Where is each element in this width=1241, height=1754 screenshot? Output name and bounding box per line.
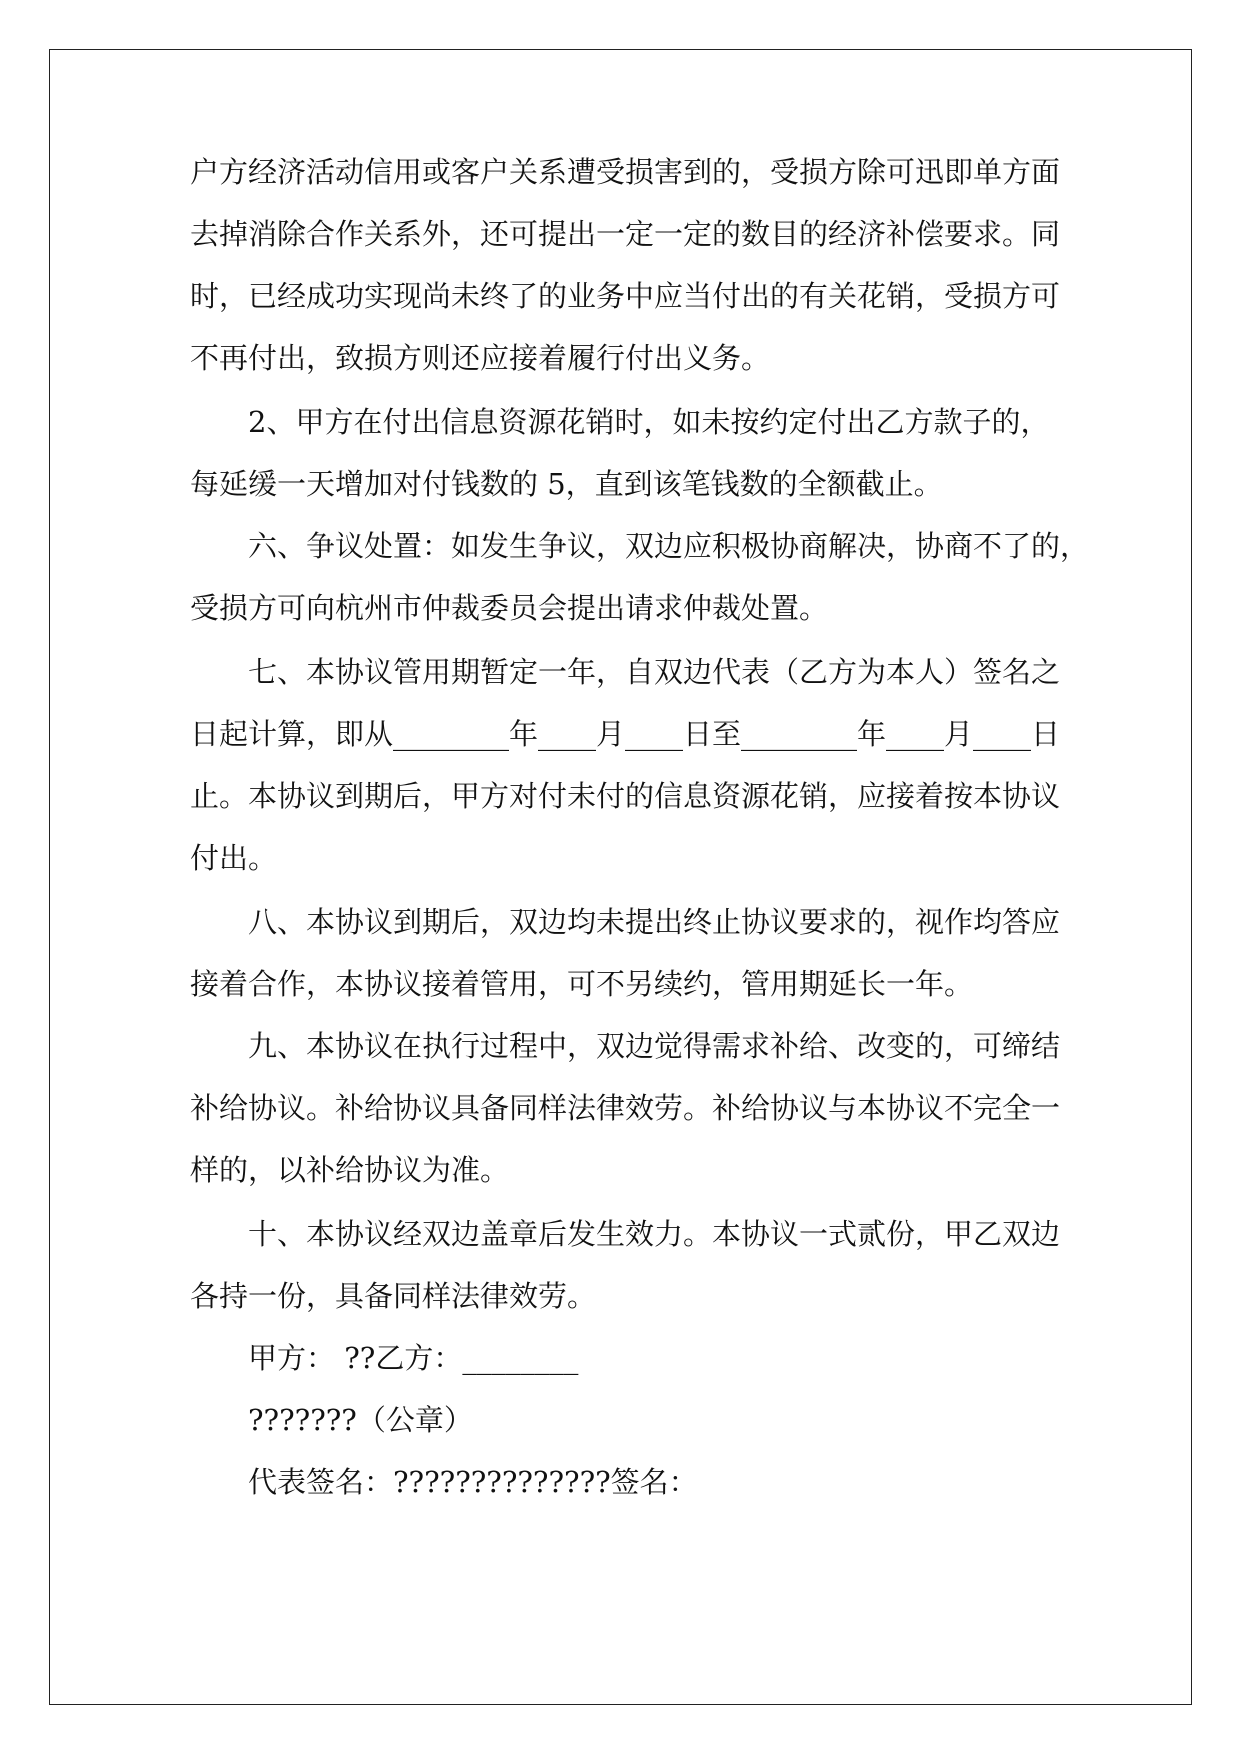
text-line: 六、争议处置：如发生争议，双边应积极协商解决，协商不了的，	[248, 529, 1090, 563]
text-line: 补给协议。补给协议具备同样法律效劳。补给协议与本协议不完全一	[190, 1091, 1061, 1125]
text-line: 付出。	[190, 841, 278, 875]
text-line: 止。本协议到期后，甲方对付未付的信息资源花销，应接着按本协议	[190, 779, 1061, 813]
text-line: 八、本协议到期后，双边均未提出终止协议要求的，视作均答应	[248, 905, 1061, 939]
official-seal-line: ???????（公章）	[248, 1403, 473, 1437]
text-line: 2、甲方在付出信息资源花销时，如未按约定付出乙方款子的，	[248, 405, 1050, 439]
text-line: 户方经济活动信用或客户关系遭受损害到的，受损方除可迅即单方面	[190, 155, 1061, 189]
text-line: 九、本协议在执行过程中，双边觉得需求补给、改变的，可缔结	[248, 1029, 1061, 1063]
text-line: 各持一份，具备同样法律效劳。	[190, 1279, 597, 1313]
text-line: 七、本协议管用期暂定一年，自双边代表（乙方为本人）签名之	[248, 655, 1061, 689]
signature-party-line: 甲方： ??乙方：________	[248, 1341, 579, 1375]
text-line: 不再付出，致损方则还应接着履行付出义务。	[190, 341, 771, 375]
text-line: 日起计算，即从________年____月____日至________年____月____日	[190, 717, 1061, 751]
text-line: 去掉消除合作关系外，还可提出一定一定的数目的经济补偿要求。同	[190, 217, 1061, 251]
representative-signature-line: 代表签名：??????????????签名：	[248, 1465, 698, 1499]
text-line: 受损方可向杭州市仲裁委员会提出请求仲裁处置。	[190, 591, 829, 625]
text-line: 每延缓一天增加对付钱数的 5，直到该笔钱数的全额截止。	[190, 467, 943, 501]
text-line: 接着合作，本协议接着管用，可不另续约，管用期延长一年。	[190, 967, 974, 1001]
text-line: 样的，以补给协议为准。	[190, 1153, 510, 1187]
text-line: 时，已经成功实现尚未终了的业务中应当付出的有关花销，受损方可	[190, 279, 1061, 313]
text-line: 十、本协议经双边盖章后发生效力。本协议一式贰份，甲乙双边	[248, 1217, 1061, 1251]
